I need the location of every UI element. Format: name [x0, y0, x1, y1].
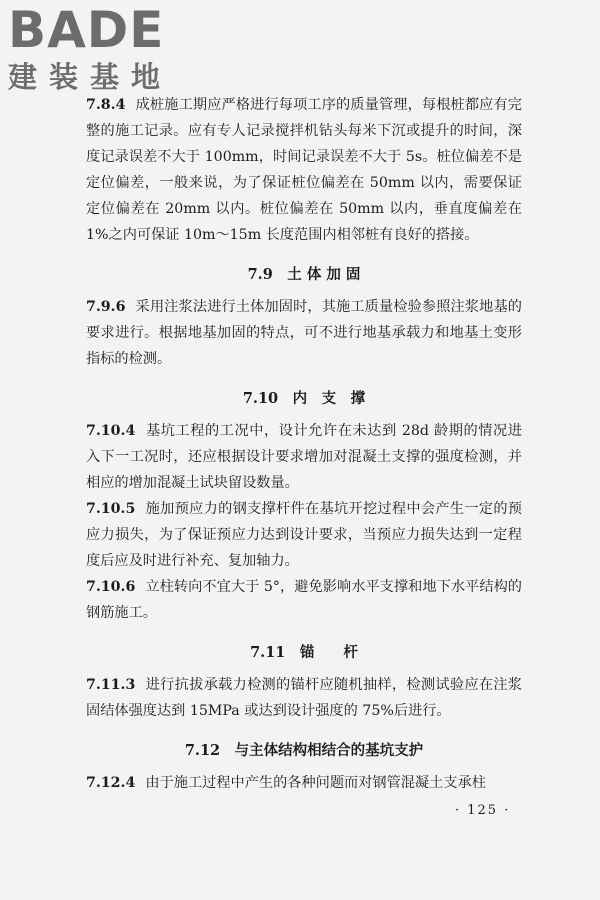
clause-number: 7.9.6 [86, 299, 126, 315]
section-heading-7-10: 7.10 内 支 撑 [242, 390, 366, 407]
clause-text: 立柱转向不宜大于 5°，避免影响水平支撑和地下水平结构的钢筋施工。 [86, 579, 522, 621]
clause-7-10-4 [86, 418, 522, 496]
clause-number: 7.8.4 [86, 97, 126, 113]
clause-text: 进行抗拔承载力检测的锚杆应随机抽样，检测试验应在注浆固结体强度达到 15MPa 或达到设计强度的 75%后进行。 [86, 677, 522, 719]
bade-logo [8, 1, 183, 96]
section-heading-7-9: 7.9 土 体 加 固 [247, 266, 361, 283]
clause-number: 7.10.5 [86, 501, 136, 517]
clause-text: 施加预应力的钢支撑杆件在基坑开挖过程中会产生一定的预应力损失，为了保证预应力达到设计要求，当预应力损失达到一定程度后应及时进行补充、复加轴力。 [86, 501, 522, 569]
clause-7-8-4 [86, 92, 522, 248]
clause-7-9-6 [86, 294, 522, 372]
page-body [86, 92, 522, 796]
clause-text: 由于施工过程中产生的各种问题而对钢管混凝土支承柱 [145, 775, 486, 791]
clause-7-10-5 [86, 496, 522, 574]
section-heading-7-12: 7.12 与主体结构相结合的基坑支护 [184, 742, 424, 759]
section-heading-7-11: 7.11 锚 杆 [250, 644, 358, 661]
clause-number: 7.10.4 [86, 423, 136, 439]
clause-number: 7.12.4 [86, 775, 136, 791]
clause-text: 基坑工程的工况中，设计允许在未达到 28d 龄期的情况进入下一工况时，还应根据设计要求增加对混凝土支撑的强度检测，并相应的增加混凝土试块留设数量。 [86, 423, 522, 491]
page-number: · 125 · [455, 803, 511, 818]
logo-mark: BADE [8, 1, 165, 59]
clause-number: 7.10.6 [86, 579, 136, 595]
clause-text: 采用注浆法进行土体加固时，其施工质量检验参照注浆地基的要求进行。根据地基加固的特点，可不进行地基承载力和地基土变形指标的检测。 [86, 299, 522, 367]
clause-text: 成桩施工期应严格进行每项工序的质量管理，每根桩都应有完整的施工记录。应有专人记录搅拌机钻头每米下沉或提升的时间，深度记录误差不大于 100mm，时间记录误差不大于 5s。桩位偏差不是定位偏差，一般来说，为了保证桩位偏差在 50mm 以内，需要保证定位偏差在 20mm 以内。桩位偏差在 50mm 以内，垂直度偏差在 1%之内可保证 10m～15m 长度范围内相邻桩有良好的搭接。 [86, 97, 522, 243]
clause-7-12-4 [86, 770, 522, 796]
logo-subtitle: 建装基地 [8, 60, 173, 94]
clause-number: 7.11.3 [86, 677, 136, 693]
clause-7-10-6 [86, 574, 522, 626]
clause-7-11-3 [86, 672, 522, 724]
